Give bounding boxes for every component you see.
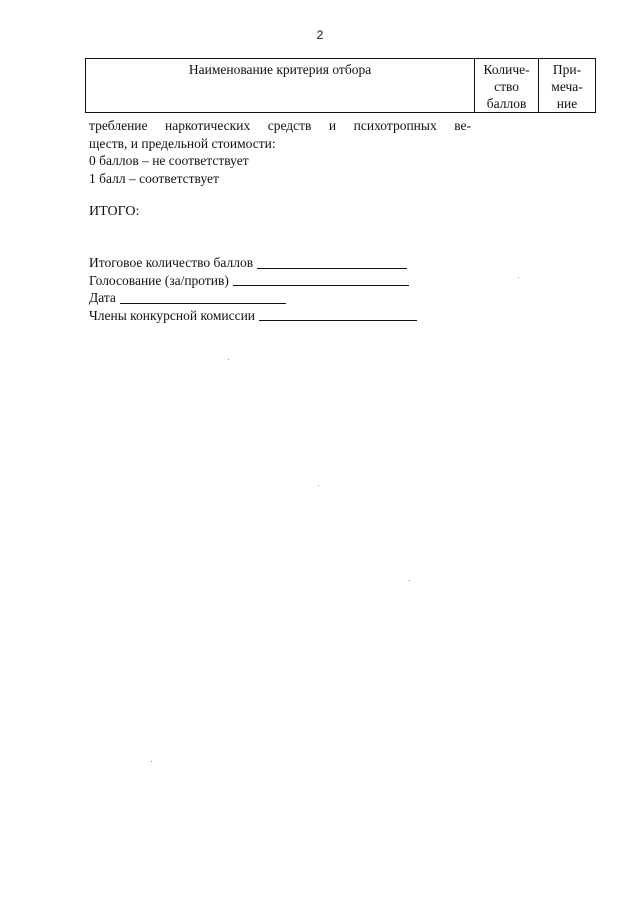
scan-speck xyxy=(409,580,410,581)
commission-members-field xyxy=(89,307,417,325)
score-header-line: баллов xyxy=(486,96,527,111)
score-count-header xyxy=(475,59,539,113)
scan-speck xyxy=(151,761,152,762)
field-label: Итоговое количество баллов xyxy=(89,255,254,270)
voting-blank[interactable] xyxy=(233,272,409,286)
score-option: 1 балл – соответствует xyxy=(89,170,219,186)
criterion-text-line: ществ, и предельной стоимости: xyxy=(89,135,276,151)
note-header-line: меча- xyxy=(551,79,583,94)
scan-speck xyxy=(518,277,519,278)
criterion-name-header: Наименование критерия отбора xyxy=(86,59,475,113)
score-option: 0 баллов – не соответствует xyxy=(89,153,249,168)
score-header-line: ство xyxy=(494,79,520,94)
field-label: Члены конкурсной комиссии xyxy=(89,307,256,323)
total-score-blank[interactable] xyxy=(257,255,407,269)
scan-speck xyxy=(318,485,319,486)
score-header-line: Количе- xyxy=(483,62,530,77)
result-fields xyxy=(89,254,417,324)
field-label: Дата xyxy=(89,290,116,305)
table-header-row xyxy=(86,59,596,113)
note-header-line: При- xyxy=(552,62,582,77)
total-score-field xyxy=(89,254,417,272)
criteria-table-header xyxy=(85,58,596,113)
scan-speck xyxy=(228,359,229,360)
date-blank[interactable] xyxy=(120,290,286,304)
criterion-text-line: требление наркотических средств и психотропных ве- xyxy=(89,118,471,133)
total-heading: ИТОГО: xyxy=(89,204,140,219)
field-label: Голосование (за/против) xyxy=(89,272,229,288)
date-field xyxy=(89,289,417,307)
criterion-continuation xyxy=(89,117,471,187)
commission-members-blank[interactable] xyxy=(259,307,417,321)
note-header xyxy=(539,59,596,113)
note-header-line: ние xyxy=(556,96,578,111)
page-number: 2 xyxy=(316,28,324,42)
voting-field xyxy=(89,272,417,290)
